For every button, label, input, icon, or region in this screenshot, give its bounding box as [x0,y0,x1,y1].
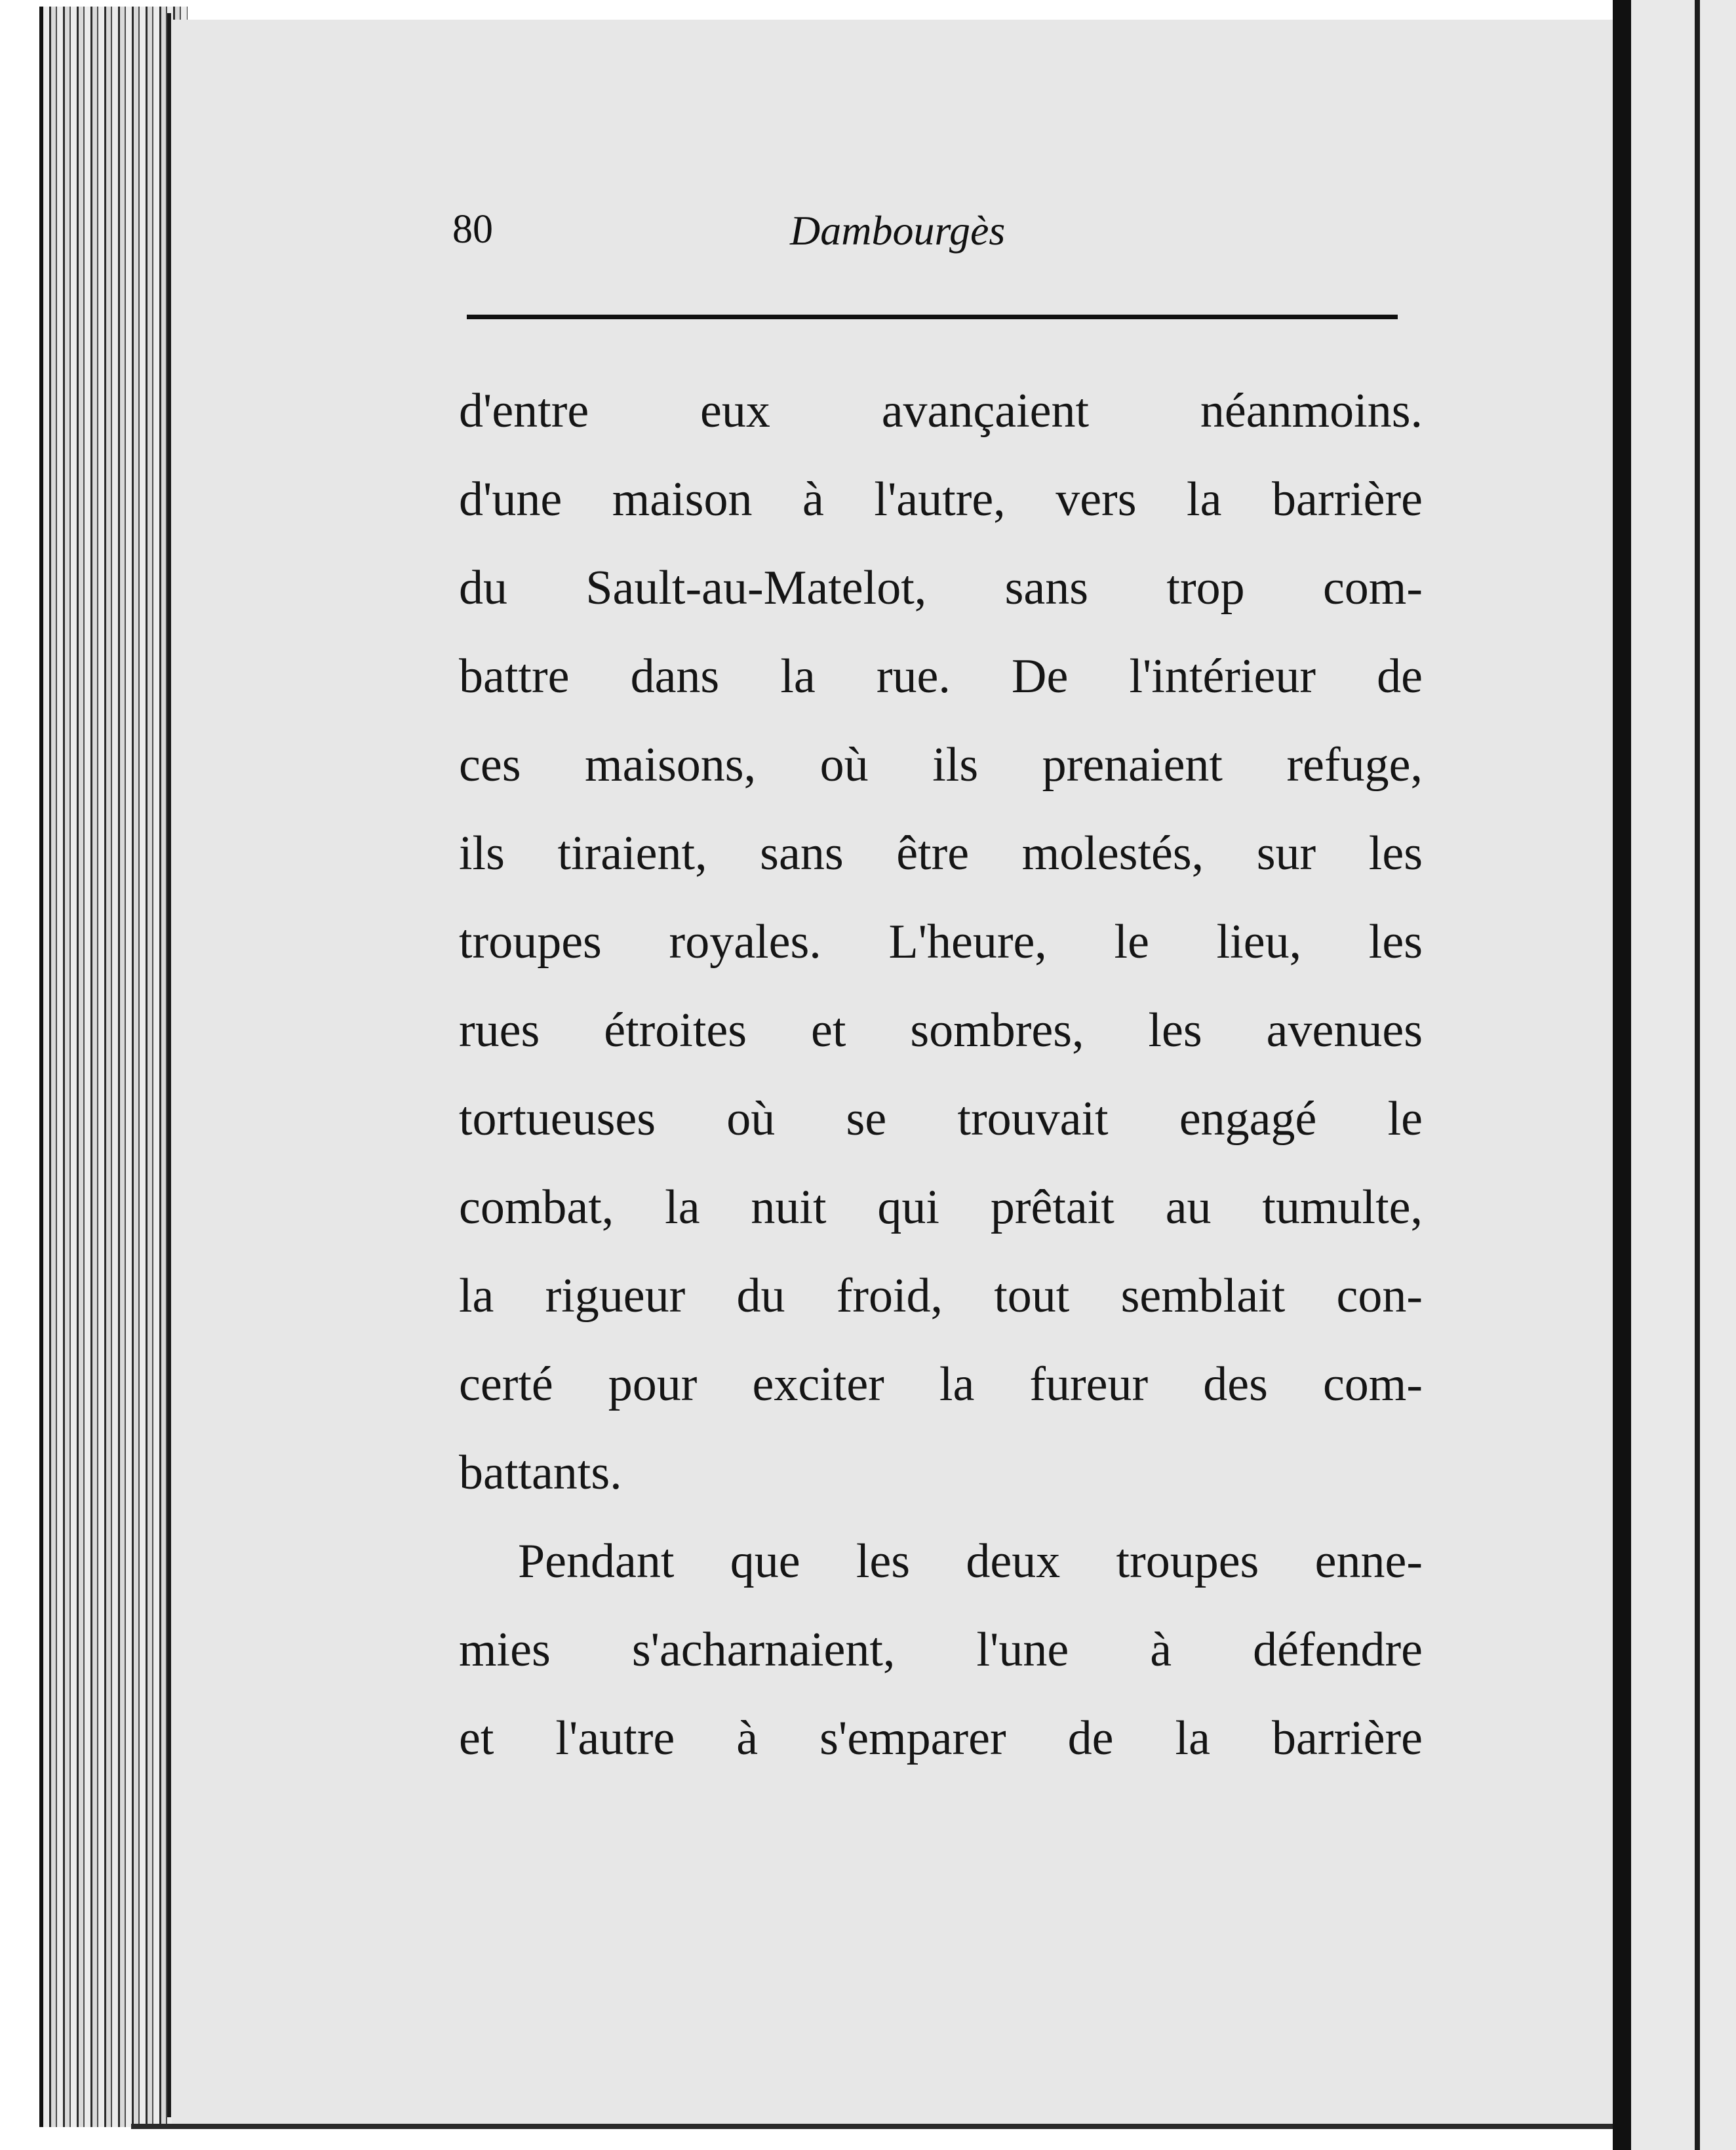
text-line: Pendant que les deux troupes enne- [518,1534,1423,1588]
running-head [452,206,1377,259]
text-line: troupes royales. L'heure, le lieu, les [459,915,1423,969]
text-line: battants. [459,1446,622,1500]
header-rule [467,315,1398,319]
body-text [459,367,1423,1783]
running-title: Dambourgès [790,207,1006,254]
page-stack-edges [39,7,187,2127]
facing-page-rule [1695,0,1700,2150]
book-binding [1613,0,1631,2150]
text-line: battre dans la rue. De l'intérieur de [459,650,1423,703]
text-line: combat, la nuit qui prêtait au tumulte, [459,1181,1423,1234]
text-line: d'une maison à l'autre, vers la barrière [459,473,1423,526]
paragraph-2 [459,1517,1423,1783]
page-bottom-edge [131,2124,1613,2129]
paragraph-1 [459,367,1423,1517]
text-line: certé pour exciter la fureur des com- [459,1358,1423,1411]
text-line: mies s'acharnaient, l'une à défendre [459,1623,1423,1677]
text-line: rues étroites et sombres, les avenues [459,1004,1423,1057]
facing-page-edge [1631,0,1736,2150]
page-edge-rule [167,13,171,2117]
text-line: d'entre eux avançaient néanmoins. [459,384,1423,438]
text-line: du Sault-au-Matelot, sans trop com- [459,561,1423,615]
text-line: la rigueur du froid, tout semblait con- [459,1269,1423,1323]
text-line: ils tiraient, sans être molestés, sur les [459,827,1423,880]
text-line: tortueuses où se trouvait engagé le [459,1092,1423,1146]
page-number: 80 [452,207,493,252]
text-line: et l'autre à s'emparer de la barrière [459,1711,1423,1765]
text-line: ces maisons, où ils prenaient refuge, [459,738,1423,792]
